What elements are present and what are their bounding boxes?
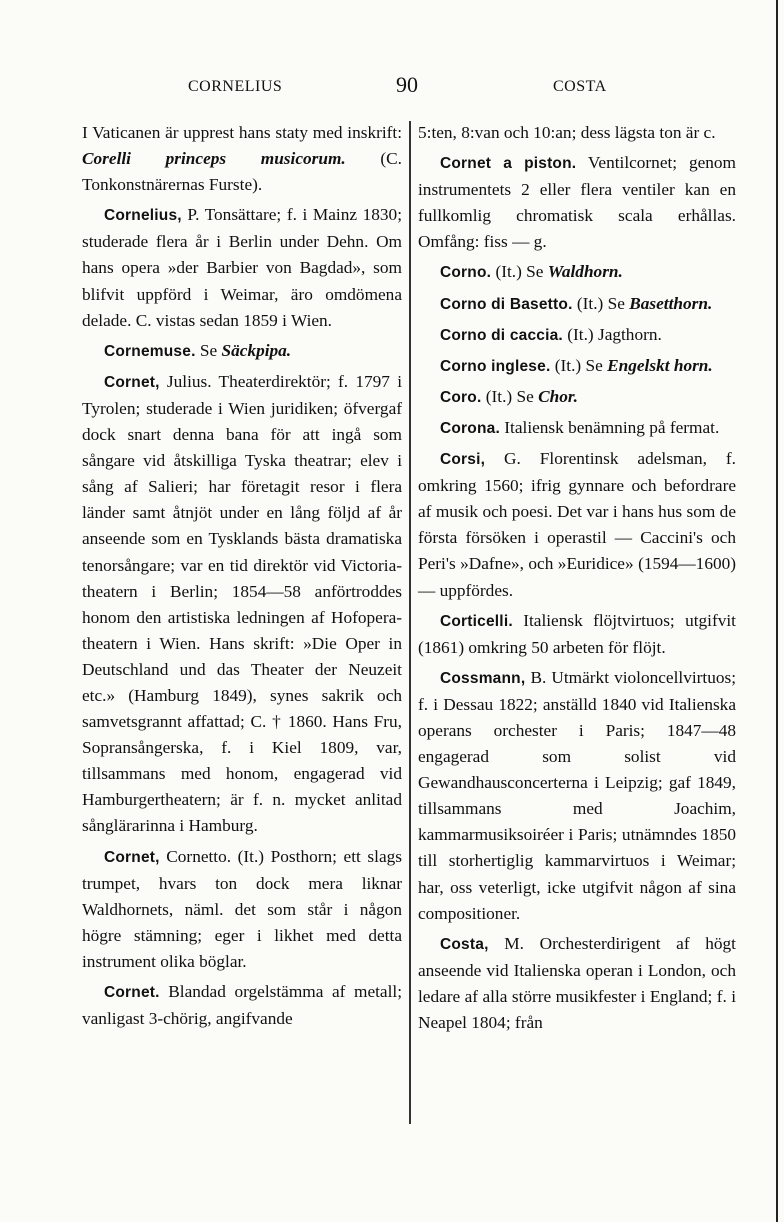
entry-corno-di-basetto: Corno di Basetto. (It.) Se Basetthorn.	[440, 293, 713, 313]
right-column	[418, 120, 736, 1040]
entry-cossmann: Cossmann, B. Utmärkt violoncellvirtuos; f. i Dessau 1822; anställd 1840 vid Italienska operans orchester i Paris; 1847—48 engagerad som solist vid Gewandhausconcerterna i Leipzig; gaf 1849, tillsammans med Joachim, kammarmusiksoiréer i Paris; utnämndes 1850 till storhertiglig kammarvirtuos i Weimar; har, oss veterligt, icke utgifvit någon af sina compositioner.	[418, 667, 736, 923]
entry-continuation: 5:ten, 8:van och 10:an; dess lägsta ton är c.	[418, 123, 716, 142]
entry-continuation: I Vaticanen är upprest hans staty med inskrift: Corelli princeps musicorum. (C. Tonkonstnärernas Furste).	[82, 123, 402, 195]
page-edge	[776, 0, 778, 1222]
running-head-left: CORNELIUS	[188, 78, 283, 95]
entry-cornet-cornetto: Cornet, Cornetto. (It.) Posthorn; ett slags trumpet, hvars ton dock mera liknar Waldhornets, näml. det som står i någon högre stämning; eger i likhet med detta instrument olika böglar.	[82, 846, 402, 971]
entry-cornet-a-piston: Cornet a piston. Ventilcornet; genom instrumentets 2 eller flera ventiler kan en fullkomlig chromatisk scala erhållas. Omfång: fiss — g.	[418, 153, 736, 252]
entry-cornet-organ: Cornet. Blandad orgelstämma af metall; vanligast 3-chörig, angifvande	[82, 982, 402, 1029]
entry-corno: Corno. (It.) Se Waldhorn.	[440, 262, 623, 282]
page-number: 90	[396, 72, 418, 97]
running-head-right: COSTA	[553, 78, 607, 95]
entry-coro: Coro. (It.) Se Chor.	[440, 386, 578, 406]
entry-corsi: Corsi, G. Florentinsk adelsman, f. omkring 1560; ifrig gynnare och befordrare af musik och poesi. Det var i hans hus som de första försöken i operastil — Caccini's och Peri's »Dafne», och »Euridice» (1594—1600) — uppfördes.	[418, 449, 736, 600]
entry-costa: Costa, M. Orchesterdirigent af högt anseende vid Italienska operan i London, och ledare af alla större musikfester i England; f. i Neapel 1804; från	[418, 933, 736, 1032]
entry-corona: Corona. Italiensk benämning på fermat.	[440, 417, 720, 437]
entry-corticelli: Corticelli. Italiensk flöjtvirtuos; utgifvit (1861) omkring 50 arbeten för flöjt.	[418, 610, 736, 657]
left-column	[82, 120, 402, 1036]
entry-cornelius: Cornelius, P. Tonsättare; f. i Mainz 1830; studerade flera år i Berlin under Dehn. Om hans opera »der Barbier von Bagdad», som blifvit uppförd i Weimar, äro omdömena delade. C. vistas sedan 1859 i Wien.	[82, 205, 402, 330]
column-rule	[409, 121, 411, 1124]
entry-corno-di-caccia: Corno di caccia. (It.) Jagthorn.	[440, 324, 662, 344]
entry-cornet-julius: Cornet, Julius. Theaterdirektör; f. 1797 i Tyrolen; studerade i Wien juridiken; öfvergaf dock snart denna bana för att ingå som sångare vid åtskilliga Tyska theatrar; elev i sång af Salieri; har företagit resor i flera länder samt åtnjöt under en lång följd af år anseende som en Tysklands bästa dramatiska tenorsångare; var en tid direktör vid Victoria-theatern i Berlin; 1854—58 anförtroddes honom den artistiska ledningen af Hofopera-theatern i Wien. Hans skrift: »Die Oper in Deutschland und das Theater der Neuzeit etc.» (Hamburg 1849), synes sakrik och samvetsgrannt affattad; C. † 1860. Hans Fru, Sopransångerska, f. i Kiel 1809, var, tillsammans med honom, engagerad vid Hamburgertheatern; är f. n. mycket anlitad sånglärarinna i Hamburg.	[82, 371, 402, 836]
entry-cornemuse: Cornemuse. Se Säckpipa.	[104, 340, 292, 360]
entry-corno-inglese: Corno inglese. (It.) Se Engelskt horn.	[440, 355, 713, 375]
